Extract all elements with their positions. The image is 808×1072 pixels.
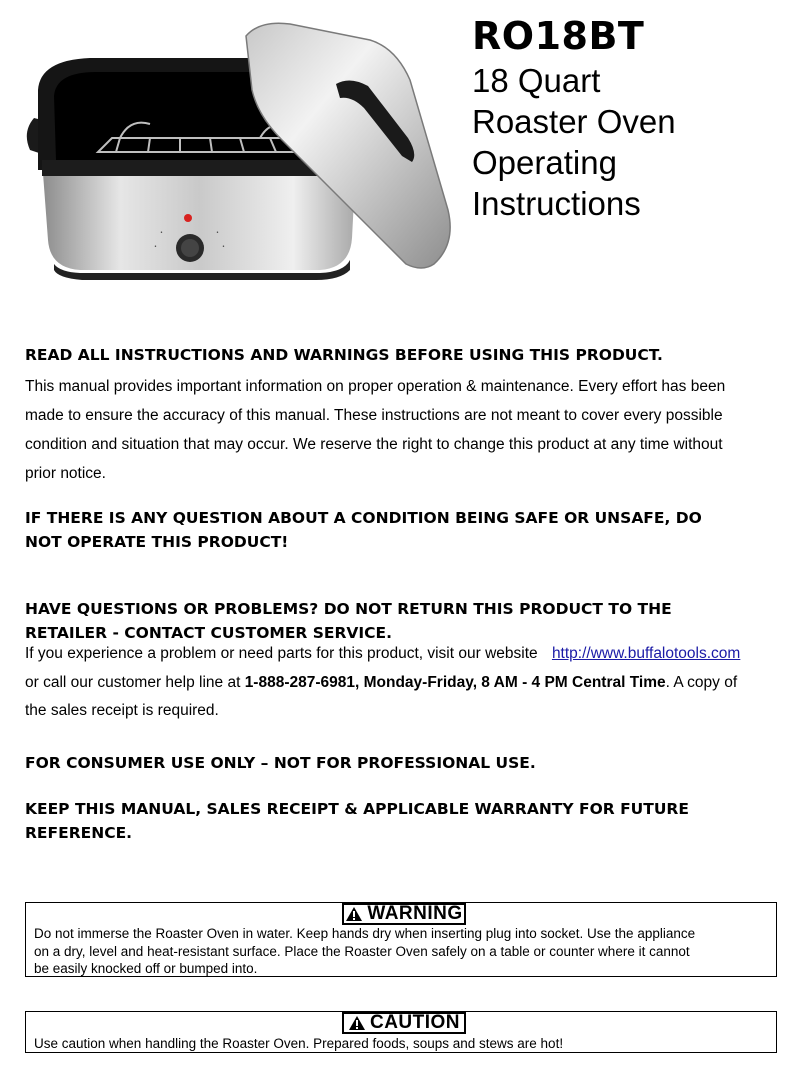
warning-badge — [342, 903, 466, 925]
contact-line-3: the sales receipt is required. — [25, 702, 219, 719]
customer-service-line: RETAILER - CONTACT CUSTOMER SERVICE. — [25, 624, 393, 642]
svg-text:•: • — [216, 230, 219, 236]
manual-intro-line: made to ensure the accuracy of this manual. These instructions are not meant to cover every possible — [25, 407, 723, 424]
manual-intro-line: condition and situation that may occur. We reserve the right to change this product at any time without — [25, 436, 723, 453]
title-line-1: 18 Quart — [472, 62, 601, 99]
safety-question-line: NOT OPERATE THIS PRODUCT! — [25, 533, 289, 551]
contact-line-1 — [25, 640, 795, 669]
keep-manual-line: KEEP THIS MANUAL, SALES RECEIPT & APPLICABLE WARRANTY FOR FUTURE — [25, 800, 689, 818]
manual-intro-paragraph — [25, 372, 725, 488]
warning-text — [34, 925, 695, 978]
caution-triangle-icon — [348, 1015, 366, 1031]
model-number: RO18BT — [472, 14, 645, 58]
warning-triangle-icon — [345, 906, 363, 922]
svg-text:•: • — [160, 230, 163, 236]
manual-intro-line: prior notice. — [25, 465, 106, 482]
roaster-oven-image — [20, 20, 460, 280]
read-all-heading: READ ALL INSTRUCTIONS AND WARNINGS BEFORE USING THIS PRODUCT. — [25, 346, 663, 364]
caution-text: Use caution when handling the Roaster Oven. Prepared foods, soups and stews are hot! — [34, 1036, 564, 1051]
warning-line: Do not immerse the Roaster Oven in water. Keep hands dry when inserting plug into socket. Use the appliance — [34, 926, 696, 941]
contact-website-prefix: If you experience a problem or need parts for this product, visit our website — [25, 645, 538, 662]
safety-question-line: IF THERE IS ANY QUESTION ABOUT A CONDITION BEING SAFE OR UNSAFE, DO — [25, 509, 702, 527]
title-line-4: Instructions — [472, 185, 641, 222]
caution-label: CAUTION — [369, 1012, 461, 1033]
warning-label: WARNING — [367, 903, 463, 924]
phone-hours: 1-888-287-6981, Monday-Friday, 8 AM - 4 PM Central Time — [244, 673, 666, 691]
customer-service-line: HAVE QUESTIONS OR PROBLEMS? DO NOT RETURN THIS PRODUCT TO THE — [25, 600, 672, 618]
contact-phone-prefix: or call our customer help line at — [25, 673, 245, 691]
caution-badge — [342, 1012, 466, 1034]
warning-line: on a dry, level and heat-resistant surface. Place the Roaster Oven safely on a table or counter where it cannot — [34, 943, 690, 959]
keep-manual-line: REFERENCE. — [25, 824, 133, 842]
contact-paragraph — [25, 640, 795, 726]
safety-question-heading — [25, 506, 702, 554]
consumer-use-heading: FOR CONSUMER USE ONLY – NOT FOR PROFESSIONAL USE. — [25, 754, 536, 772]
svg-text:•: • — [154, 244, 157, 250]
svg-text:•: • — [222, 244, 225, 250]
warning-line: be easily knocked off or bumped into. — [34, 961, 258, 976]
keep-manual-heading — [25, 797, 689, 845]
manual-intro-line: This manual provides important information on proper operation & maintenance. Every effort has been — [25, 378, 726, 395]
warning-box — [25, 902, 777, 977]
website-link[interactable]: http://www.buffalotools.com — [551, 645, 741, 662]
contact-line-2 — [25, 669, 795, 698]
caution-box — [25, 1011, 777, 1053]
customer-service-heading — [25, 597, 672, 645]
title-line-2: Roaster Oven — [472, 103, 676, 140]
contact-phone-suffix: . A copy of — [665, 673, 738, 691]
title-line-3: Operating — [472, 144, 617, 181]
